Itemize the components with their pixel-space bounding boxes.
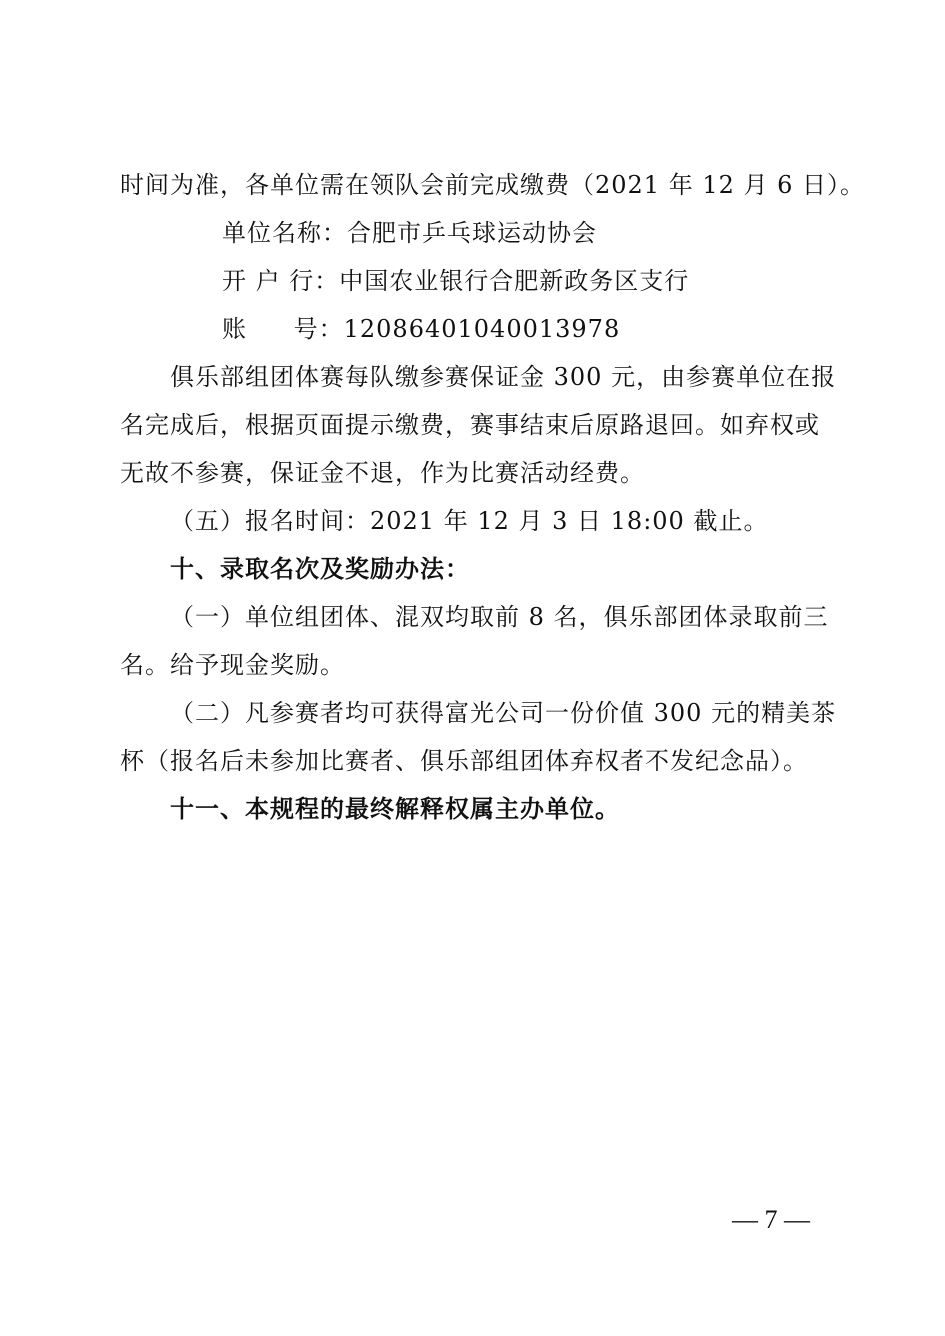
deposit-paragraph-line-3: 无故不参赛，保证金不退，作为比赛活动经费。 xyxy=(120,459,645,487)
account-number-line: 账 号：12086401040013978 xyxy=(222,315,621,343)
section-heading-ten: 十、录取名次及奖励办法： xyxy=(170,554,470,583)
deposit-paragraph-line-2: 名完成后，根据页面提示缴费，赛事结束后原路退回。如弃权或 xyxy=(120,411,820,439)
award-item-1-line-2: 名。给予现金奖励。 xyxy=(120,651,345,679)
paragraph-line-1: 时间为准，各单位需在领队会前完成缴费（2021 年 12 月 6 日）。 xyxy=(120,171,866,199)
award-item-2-line-1: （二）凡参赛者均可获得富光公司一份价值 300 元的精美茶 xyxy=(170,699,837,727)
deposit-paragraph-line-1: 俱乐部组团体赛每队缴参赛保证金 300 元，由参赛单位在报 xyxy=(170,363,837,391)
bank-line: 开 户 行：中国农业银行合肥新政务区支行 xyxy=(222,267,690,295)
account-name-line: 单位名称：合肥市乒乓球运动协会 xyxy=(222,219,597,247)
page-number: — 7 — xyxy=(732,1205,810,1234)
registration-time-line: （五）报名时间：2021 年 12 月 3 日 18:00 截止。 xyxy=(170,507,769,535)
award-item-2-line-2: 杯（报名后未参加比赛者、俱乐部组团体弃权者不发纪念品）。 xyxy=(120,747,808,775)
award-item-1-line-1: （一）单位组团体、混双均取前 8 名，俱乐部团体录取前三 xyxy=(170,603,829,631)
section-heading-eleven: 十一、本规程的最终解释权属主办单位。 xyxy=(170,794,620,823)
